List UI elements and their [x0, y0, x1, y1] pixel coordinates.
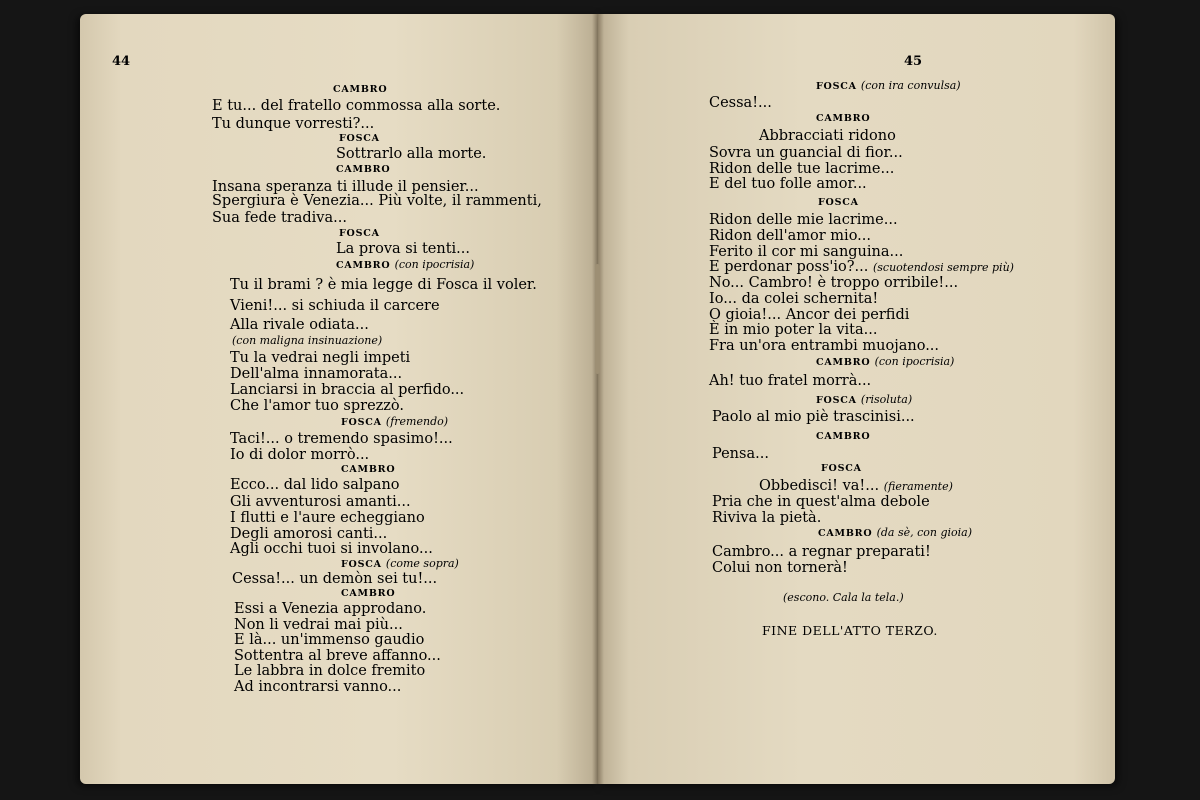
verse-line: [709, 338, 939, 354]
left-page-number: 44: [112, 54, 131, 69]
verse-text: No... Cambro! è troppo orribile!...: [709, 275, 959, 291]
stage-direction: (con ipocrisia): [394, 258, 475, 271]
speaker-label: CAMBRO: [816, 431, 871, 442]
speaker-name: [816, 394, 912, 407]
verse-line: [709, 291, 878, 307]
verse-line: [230, 350, 410, 366]
speaker-label: FOSCA: [341, 559, 382, 570]
verse-text: Ad incontrarsi vanno...: [234, 679, 402, 695]
verse-text: Sottrarlo alla morte.: [336, 146, 487, 162]
verse-text: Sovra un guancial di fior...: [709, 145, 903, 161]
verse-text: Vieni!... si schiuda il carcere: [230, 298, 440, 314]
speaker-name: [816, 80, 961, 93]
verse-line: [230, 317, 369, 333]
verse-line: [232, 571, 437, 587]
verse-line: [230, 277, 537, 293]
verse-text: O gioia!... Ancor dei perfidi: [709, 307, 910, 323]
verse-text: Dell'alma innamorata...: [230, 366, 403, 382]
verse-line: [712, 510, 821, 526]
verse-text: Agli occhi tuoi si involano...: [230, 541, 433, 557]
verse-line: [212, 98, 500, 114]
verse-text: E perdonar poss'io?...: [709, 259, 869, 275]
speaker-label: CAMBRO: [336, 260, 391, 271]
verse-text: Io di dolor morrò...: [230, 447, 370, 463]
speaker-label: CAMBRO: [816, 357, 871, 368]
verse-text: Cessa!... un demòn sei tu!...: [232, 571, 438, 587]
verse-text: La prova si tenti...: [336, 241, 470, 257]
speaker-name: [341, 558, 459, 571]
speaker-name: [821, 463, 862, 475]
verse-text: Taci!... o tremendo spasimo!...: [230, 431, 453, 447]
verse-line: [230, 398, 404, 414]
verse-text: Tu dunque vorresti?...: [212, 116, 375, 132]
speaker-name: [816, 113, 870, 125]
speaker-name: [333, 84, 387, 96]
verse-line: [709, 228, 871, 244]
speaker-label: CAMBRO: [336, 164, 391, 175]
verse-text: Pria che in quest'alma debole: [712, 494, 930, 510]
verse-line: [230, 366, 402, 382]
verse-line: [234, 663, 425, 679]
verse-text: Ridon delle mie lacrime...: [709, 212, 898, 228]
stage-direction: (da sè, con gioia): [876, 526, 973, 539]
verse-line: [230, 494, 411, 510]
speaker-name: [818, 197, 859, 209]
verse-line: [759, 128, 896, 144]
speaker-label: CAMBRO: [816, 113, 871, 124]
verse-text: Ah! tuo fratel morrà...: [709, 373, 872, 389]
verse-text: È in mio poter la vita...: [709, 322, 878, 338]
verse-line: [230, 510, 425, 526]
verse-line: [712, 446, 769, 462]
stage-direction: (fieramente): [883, 480, 953, 493]
verse-line: [234, 648, 441, 664]
verse-text: Che l'amor tuo sprezzò.: [230, 398, 405, 414]
speaker-label: CAMBRO: [818, 528, 873, 539]
verse-line: [212, 116, 374, 132]
speaker-name: [341, 464, 395, 476]
speaker-label: FOSCA: [339, 228, 380, 239]
stage-direction: (con maligna insinuazione): [232, 334, 383, 347]
verse-text: E tu... del fratello commossa alla sorte.: [212, 98, 501, 114]
verse-text: Cambro... a regnar preparati!: [712, 544, 931, 560]
verse-line: [759, 478, 953, 495]
verse-text: Degli amorosi canti...: [230, 526, 388, 542]
verse-text: Gli avventurosi amanti...: [230, 494, 411, 510]
book-gutter: [592, 14, 604, 784]
verse-line: [709, 244, 903, 260]
verse-text: Fra un'ora entrambi muojano...: [709, 338, 940, 354]
verse-line: [230, 447, 369, 463]
verse-line: [709, 275, 958, 291]
verse-text: Non li vedrai mai più...: [234, 617, 403, 633]
verse-line: [709, 322, 878, 338]
speaker-name: [336, 259, 474, 272]
speaker-name: [339, 133, 380, 145]
verse-line: [234, 601, 426, 617]
speaker-label: FOSCA: [816, 81, 857, 92]
speaker-name: [341, 416, 448, 429]
speaker-label: FOSCA: [818, 197, 859, 208]
speaker-label: FOSCA: [816, 395, 857, 406]
speaker-label: CAMBRO: [341, 588, 396, 599]
right-page-number: 45: [904, 54, 923, 69]
speaker-label: FOSCA: [339, 133, 380, 144]
stage-direction: (con ipocrisia): [874, 355, 955, 368]
verse-text: Spergiura è Venezia... Più volte, il rammenti,: [212, 193, 542, 209]
speaker-name: [818, 527, 972, 540]
verse-line: [230, 526, 387, 542]
verse-text: Ferito il cor mi sanguina...: [709, 244, 904, 260]
verse-line: [709, 161, 894, 177]
verse-text: Insana speranza ti illude il pensier...: [212, 179, 479, 195]
verse-text: Alla rivale odiata...: [230, 317, 369, 333]
verse-line: [336, 241, 470, 257]
verse-text: Ridon delle tue lacrime...: [709, 161, 895, 177]
verse-text: Riviva la pietà.: [712, 510, 822, 526]
verse-line: [230, 431, 453, 447]
verse-line: [712, 560, 848, 576]
stage-direction: (come sopra): [385, 557, 459, 570]
verse-line: [212, 210, 347, 226]
verse-text: I flutti e l'aure echeggiano: [230, 510, 425, 526]
verse-line: [234, 679, 401, 695]
speaker-label: FOSCA: [341, 417, 382, 428]
stage-direction: (escono. Cala la tela.): [783, 591, 904, 604]
verse-line: [230, 298, 440, 314]
verse-text: Lanciarsi in braccia al perfido...: [230, 382, 465, 398]
verse-line: [709, 95, 772, 111]
speaker-label: CAMBRO: [333, 84, 388, 95]
verse-text: Ecco... dal lido salpano: [230, 477, 400, 493]
speaker-label: FOSCA: [821, 463, 862, 474]
stage-direction: (risoluta): [860, 393, 913, 406]
verse-text: E del tuo folle amor...: [709, 176, 867, 192]
verse-line: [709, 373, 871, 389]
verse-line: [709, 145, 903, 161]
verse-line: [234, 632, 424, 648]
verse-line: [230, 541, 433, 557]
verse-line: [234, 617, 403, 633]
verse-text: Sottentra al breve affanno...: [234, 648, 441, 664]
verse-text: Paolo al mio piè trascinisi...: [712, 409, 915, 425]
verse-line: [712, 409, 915, 425]
speaker-name: [816, 431, 870, 443]
verse-text: Sua fede tradiva...: [212, 210, 347, 226]
verse-text: Le labbra in dolce fremito: [234, 663, 426, 679]
speaker-name: [339, 228, 380, 240]
verse-text: Abbracciati ridono: [759, 128, 896, 144]
speaker-name: [816, 356, 954, 369]
verse-text: Ridon dell'amor mio...: [709, 228, 871, 244]
verse-line: [230, 477, 400, 493]
verse-text: Cessa!...: [709, 95, 772, 111]
stage-direction: (con ira convulsa): [860, 79, 961, 92]
verse-text: Colui non tornerà!: [712, 560, 848, 576]
verse-line: [712, 544, 931, 560]
act-end-heading: FINE DELL'ATTO TERZO.: [762, 623, 938, 638]
stage-direction: (fremendo): [385, 415, 449, 428]
verse-text: Pensa...: [712, 446, 769, 462]
verse-line: [212, 193, 542, 209]
speaker-name: [341, 588, 395, 600]
verse-line: [712, 494, 930, 510]
speaker-label: CAMBRO: [341, 464, 396, 475]
verse-line: [230, 382, 464, 398]
verse-text: Io... da colei schernita!: [709, 291, 879, 307]
verse-text: Obbedisci! va!...: [759, 478, 880, 494]
verse-line: [709, 176, 867, 192]
verse-text: Tu la vedrai negli impeti: [230, 350, 411, 366]
verse-text: E là... un'immenso gaudio: [234, 632, 425, 648]
verse-text: Essi a Venezia approdano.: [234, 601, 427, 617]
binding-stitch: [595, 264, 600, 374]
verse-line: [336, 146, 486, 162]
verse-text: Tu il brami ? è mia legge di Fosca il voler.: [230, 277, 537, 293]
speaker-name: [336, 164, 390, 176]
verse-line: [709, 212, 898, 228]
stage-direction: (scuotendosi sempre più): [872, 261, 1014, 274]
verse-line: [709, 259, 1014, 276]
verse-line: [709, 307, 909, 323]
